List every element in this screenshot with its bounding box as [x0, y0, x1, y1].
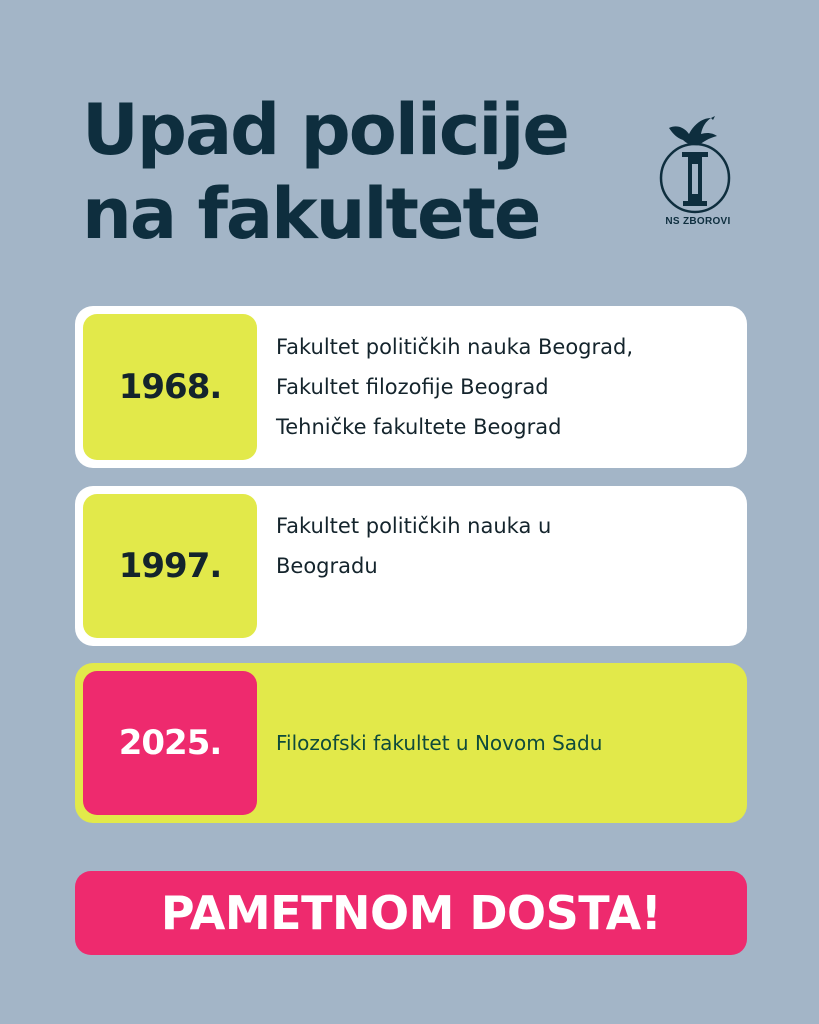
entry-description — [276, 326, 733, 448]
title-line-2: na fakultete — [82, 173, 540, 255]
entry-line: Fakultet političkih nauka u — [276, 514, 552, 538]
dove-emblem-icon — [655, 112, 741, 216]
year-badge: 2025. — [83, 671, 257, 815]
entry-description — [276, 663, 733, 823]
timeline-entry-2025 — [75, 663, 747, 823]
year-badge: 1968. — [83, 314, 257, 460]
ns-zborovi-logo — [655, 112, 741, 230]
title-line-1: Upad policije — [82, 89, 568, 171]
entry-line: Filozofski fakultet u Novom Sadu — [276, 731, 603, 755]
timeline-entry-1997 — [75, 486, 747, 646]
entry-line: Tehničke fakultete Beograd — [276, 415, 562, 439]
slogan-banner: PAMETNOM DOSTA! — [75, 871, 747, 955]
timeline-entry-1968 — [75, 306, 747, 468]
logo-text: NS ZBOROVI — [665, 216, 731, 227]
page-title — [82, 88, 642, 256]
year-badge: 1997. — [83, 494, 257, 638]
entry-description — [276, 504, 733, 588]
entry-line: Fakultet političkih nauka Beograd, — [276, 335, 634, 359]
entry-line: Beogradu — [276, 554, 378, 578]
entry-line: Fakultet filozofije Beograd — [276, 375, 549, 399]
